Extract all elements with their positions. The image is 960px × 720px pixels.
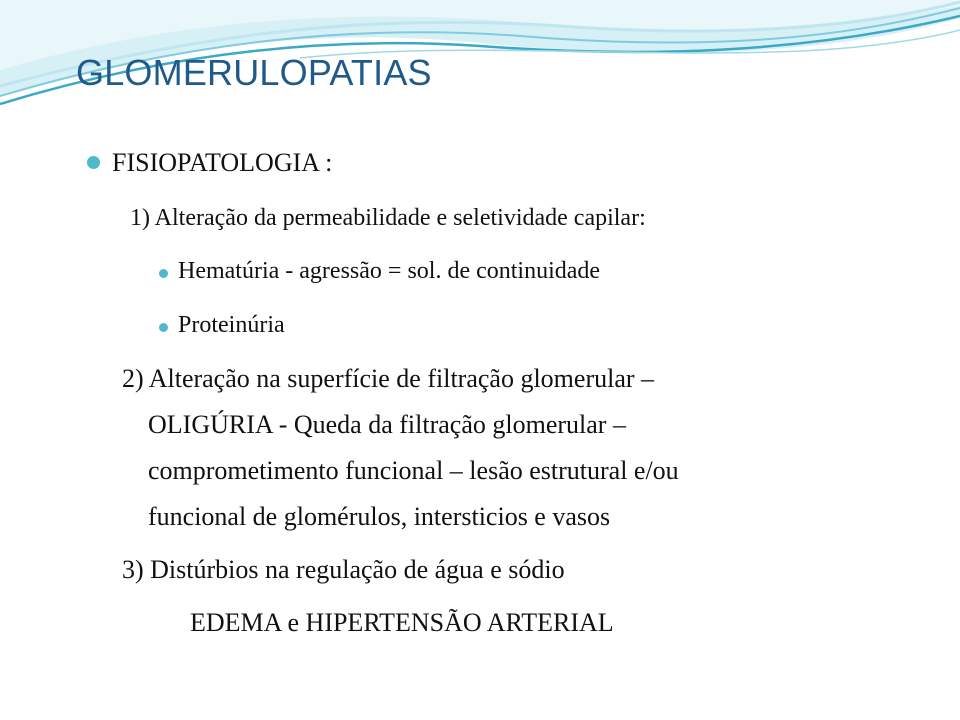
bullet-dot-icon — [87, 156, 100, 169]
sub-bullet-dot-icon — [159, 323, 168, 332]
item-2-line-4: funcional de glomérulos, intersticios e vasos — [148, 502, 611, 531]
slide-title: GLOMERULOPATIAS — [76, 52, 432, 93]
sub-item-proteinuria: Proteinúria — [178, 312, 285, 338]
item-3-text: 3) Distúrbios na regulação de água e sódio — [122, 555, 565, 584]
item-2-line-3: comprometimento funcional – lesão estrutural e/ou — [148, 456, 679, 485]
item-2-line-1: 2) Alteração na superfície de filtração glomerular – — [122, 364, 655, 393]
heading-fisiopatologia: FISIOPATOLOGIA : — [112, 148, 333, 177]
sub-bullet-dot-icon — [159, 269, 168, 278]
item-2-line-2: OLIGÚRIA - Queda da filtração glomerular – — [148, 410, 626, 439]
item-1-text: 1) Alteração da permeabilidade e seletividade capilar: — [130, 205, 646, 231]
sub-item-hematuria: Hematúria - agressão = sol. de continuidade — [178, 258, 601, 284]
item-3-result: EDEMA e HIPERTENSÃO ARTERIAL — [190, 608, 614, 637]
